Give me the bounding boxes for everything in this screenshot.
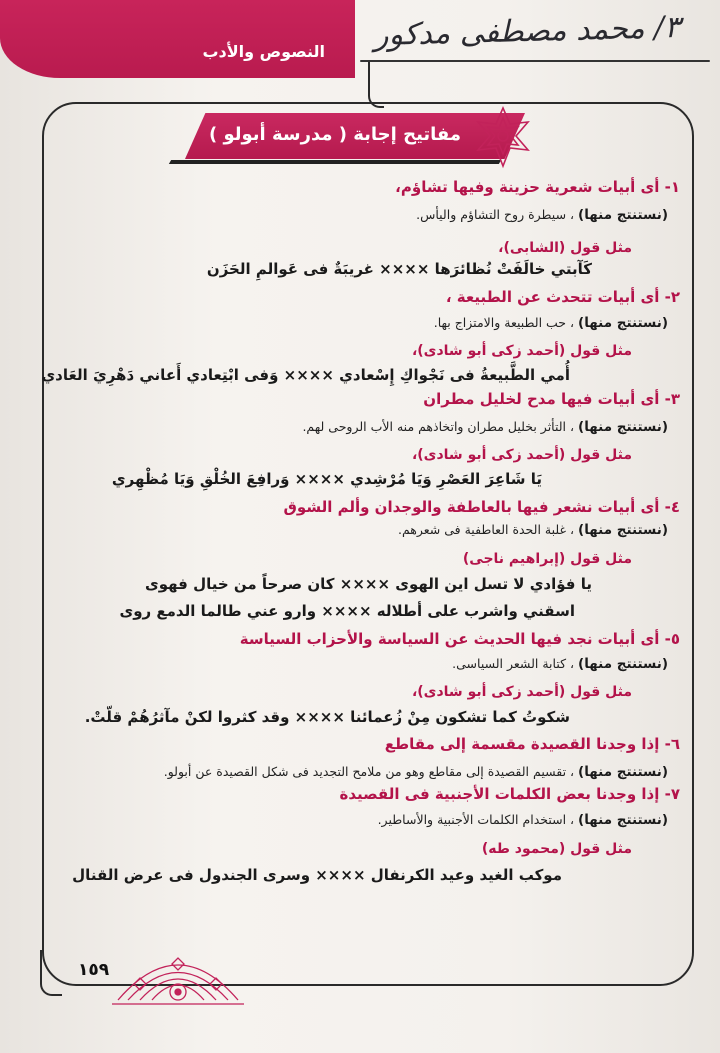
deduction-line: (نستنتج منها) ، استخدام الكلمات الأجنبية والأساطير. [377,812,668,828]
deduction-text: سيطرة روح التشاؤم واليأس. [416,207,567,222]
poetry-verse: يا فؤادي لا تسل اين الهوى ×××× كان صرحاً من خيال فهوى [144,575,592,593]
poetry-verse: أُمي الطَّبيعةُ فى نَجْواكِ إِسْعادي ×××× وَفى ابْتِعادي أَعاني دَهْرِيَ العَادي [41,366,570,384]
page-number: ١٥٩ [78,960,110,980]
question-heading: ٣- أى أبيات فيها مدح لخليل مطران [423,390,680,408]
deduction-label: (نستنتج منها) [578,419,668,435]
question-heading: ٥- أى أبيات نجد فيها الحديث عن السياسة والأحزاب السياسة [239,630,680,648]
page-title: مفاتيح إجابة ( مدرسة أبولو ) [208,124,462,145]
arabesque-ornament-icon [108,940,248,1012]
deduction-label: (نستنتج منها) [578,315,668,331]
deduction-text: كتابة الشعر السياسى. [452,656,567,671]
header-rule [360,60,710,62]
example-label: مثل قول (محمود طه) [481,841,632,857]
title-stripe [169,160,501,164]
frame-hook-bottom [40,950,62,996]
section-label: النصوص والأدب [202,42,325,61]
deduction-text: حب الطبيعة والامتزاج بها. [433,315,567,330]
poetry-verse: موكب الغيد وعيد الكرنفال ×××× وسرى الجندول فى عرض القنال [72,866,562,884]
deduction-line: (نستنتج منها) ، حب الطبيعة والامتزاج بها. [433,315,668,331]
example-label: مثل قول (أحمد زكى أبو شادى)، [411,447,632,463]
star-ornament-icon [470,104,536,170]
poetry-verse: يَا شَاعِرَ العَصْرِ وَيَا مُرْشِدي ×××× وَرافِعَ الخُلْقِ وَيَا مُظْهِري [111,470,542,488]
question-heading: ١- أى أبيات شعرية حزينة وفيها تشاؤم، [395,178,680,196]
deduction-text: استخدام الكلمات الأجنبية والأساطير. [377,812,567,827]
deduction-line: (نستنتج منها) ، كتابة الشعر السياسى. [452,656,668,672]
deduction-text: التأثر بخليل مطران واتخاذهم منه الأب الروحى لهم. [302,419,567,434]
deduction-line: (نستنتج منها) ، تقسيم القصيدة إلى مقاطع وهو من ملامح التجديد فى شكل القصيدة عن أبولو. [163,764,668,780]
frame-hook-top [368,62,384,108]
handwritten-signature: ٣/ محمد مصطفى مدكور [373,9,681,54]
example-label: مثل قول (إبراهيم ناجى) [462,551,632,567]
deduction-label: (نستنتج منها) [578,764,668,780]
example-label: مثل قول (أحمد زكى أبو شادى)، [411,343,632,359]
header-band [0,0,355,78]
deduction-line: (نستنتج منها) ، غلبة الحدة العاطفية فى شعرهم. [397,522,668,538]
deduction-label: (نستنتج منها) [578,522,668,538]
question-heading: ٤- أى أبيات نشعر فيها بالعاطفة والوجدان وألم الشوق [283,498,680,516]
question-heading: ٢- أى أبيات تتحدث عن الطبيعة ، [445,288,680,306]
deduction-label: (نستنتج منها) [578,812,668,828]
example-label: مثل قول (أحمد زكى أبو شادى)، [411,684,632,700]
deduction-label: (نستنتج منها) [578,656,668,672]
question-heading: ٦- إذا وجدنا القصيدة مقسمة إلى مقاطع [384,735,680,753]
deduction-label: (نستنتج منها) [578,207,668,223]
example-label: مثل قول (الشابى)، [498,240,632,256]
question-heading: ٧- إذا وجدنا بعض الكلمات الأجنبية فى القصيدة [339,785,680,803]
deduction-text: تقسيم القصيدة إلى مقاطع وهو من ملامح التجديد فى شكل القصيدة عن أبولو. [163,764,567,779]
poetry-verse: اسقني واشرب على أطلاله ×××× وارو عني طالما الدمع روى [119,602,575,620]
poetry-verse: شكوتُ كما تشكون مِنْ زُعمائنا ×××× وقد كثروا لكنْ مآثرُهُمْ قلّتْ. [84,708,570,726]
deduction-text: غلبة الحدة العاطفية فى شعرهم. [397,522,567,537]
deduction-line: (نستنتج منها) ، التأثر بخليل مطران واتخاذهم منه الأب الروحى لهم. [302,419,668,435]
poetry-verse: كَآبتي خالَفَتْ نُظائرَها ×××× غريبَةٌ فى عَوالمِ الحَزَن [206,260,592,278]
deduction-line: (نستنتج منها) ، سيطرة روح التشاؤم واليأس. [416,207,668,223]
